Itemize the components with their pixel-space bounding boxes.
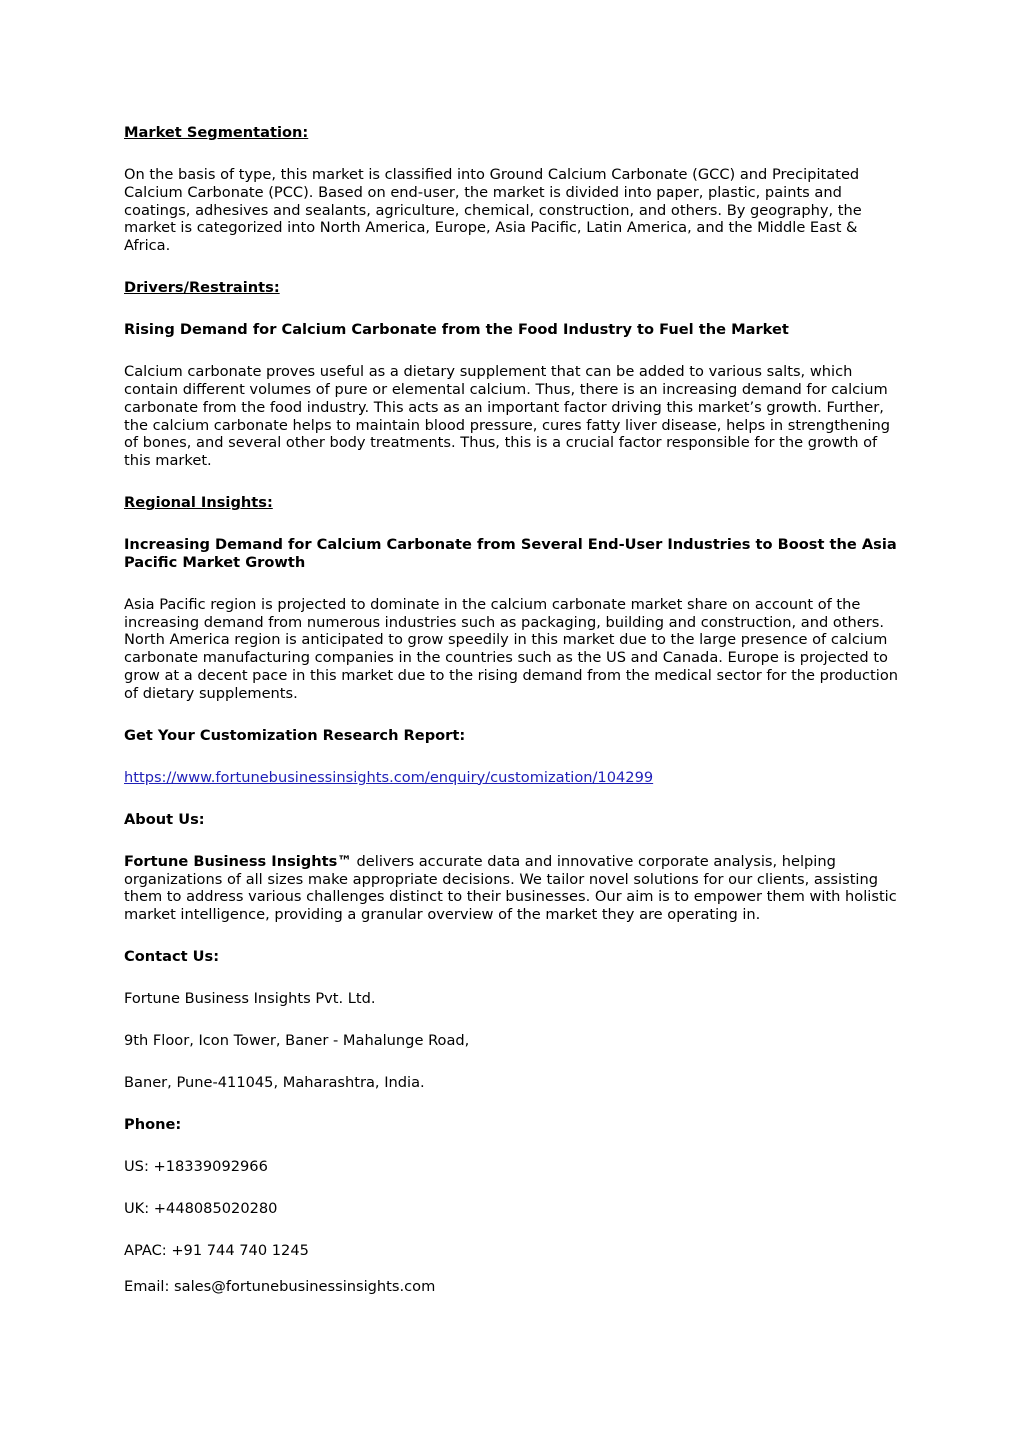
customization-link-row: [124, 769, 904, 787]
regional-section: [124, 494, 904, 512]
about-brand: Fortune Business Insights™: [124, 852, 352, 870]
about-body: delivers accurate data and innovative corporate analysis, helping organizations of all sizes make appropriate decisions. We tailor novel solutions for our clients, assisting them to address various challenges distinct to their businesses. Our aim is to empower them with holistic market intelligence, providing a granular overview of the market they are operating in.: [124, 852, 897, 924]
drivers-paragraph: Calcium carbonate proves useful as a dietary supplement that can be added to various salts, which contain different volumes of pure or elemental calcium. Thus, there is an increasing demand for calcium carbonate from the food industry. This acts as an important factor driving this market’s growth. Further, the calcium carbonate helps to maintain blood pressure, cures fatty liver disease, helps in strengthening of bones, and several other body treatments. Thus, this is a crucial factor responsible for the growth of this market.: [124, 363, 891, 470]
regional-paragraph: Asia Pacific region is projected to dominate in the calcium carbonate market share on account of the increasing demand from numerous industries such as packaging, building and construction, and others. North America region is anticipated to grow speedily in this market due to the large presence of calcium carbonate manufacturing companies in the countries such as the US and Canada. Europe is projected to grow at a decent pace in this market due to the rising demand from the medical sector for the production of dietary supplements.: [124, 595, 899, 702]
customization-link[interactable]: https://www.fortunebusinessinsights.com/enquiry/customization/104299: [124, 768, 654, 786]
customization-heading: Get Your Customization Research Report:: [124, 726, 466, 744]
contact-company: Fortune Business Insights Pvt. Ltd.: [124, 990, 376, 1008]
contact-heading: Contact Us:: [124, 948, 220, 966]
phone-heading: Phone:: [124, 1116, 182, 1134]
market-segmentation-section: [124, 124, 904, 142]
phone-apac: APAC: +91 744 740 1245: [124, 1242, 309, 1260]
about-heading: About Us:: [124, 810, 205, 828]
drivers-heading: Drivers/Restraints:: [124, 279, 280, 297]
about-paragraph: [124, 853, 904, 924]
contact-email[interactable]: Email: sales@fortunebusinessinsights.com: [124, 1277, 436, 1295]
regional-subheading: Increasing Demand for Calcium Carbonate from Several End-User Industries to Boost the Asia Pacific Market Growth: [124, 536, 897, 571]
drivers-section: [124, 279, 904, 297]
drivers-subheading: Rising Demand for Calcium Carbonate from the Food Industry to Fuel the Market: [124, 321, 789, 339]
phone-us: US: +18339092966: [124, 1158, 268, 1176]
market-segmentation-heading: Market Segmentation:: [124, 124, 309, 141]
contact-address-line1: 9th Floor, Icon Tower, Baner - Mahalunge Road,: [124, 1032, 470, 1050]
phone-uk: UK: +448085020280: [124, 1200, 278, 1218]
document-page: [124, 124, 904, 1320]
contact-address-line2: Baner, Pune-411045, Maharashtra, India.: [124, 1074, 425, 1092]
market-segmentation-paragraph: On the basis of type, this market is classified into Ground Calcium Carbonate (GCC) and Precipitated Calcium Carbonate (PCC). Based on end-user, the market is divided into paper, plastic, paints and coatings, adhesives and sealants, agriculture, chemical, construction, and others. By geography, the market is categorized into North America, Europe, Asia Pacific, Latin America, and the Middle East & Africa.: [124, 165, 862, 255]
regional-heading: Regional Insights:: [124, 494, 273, 512]
